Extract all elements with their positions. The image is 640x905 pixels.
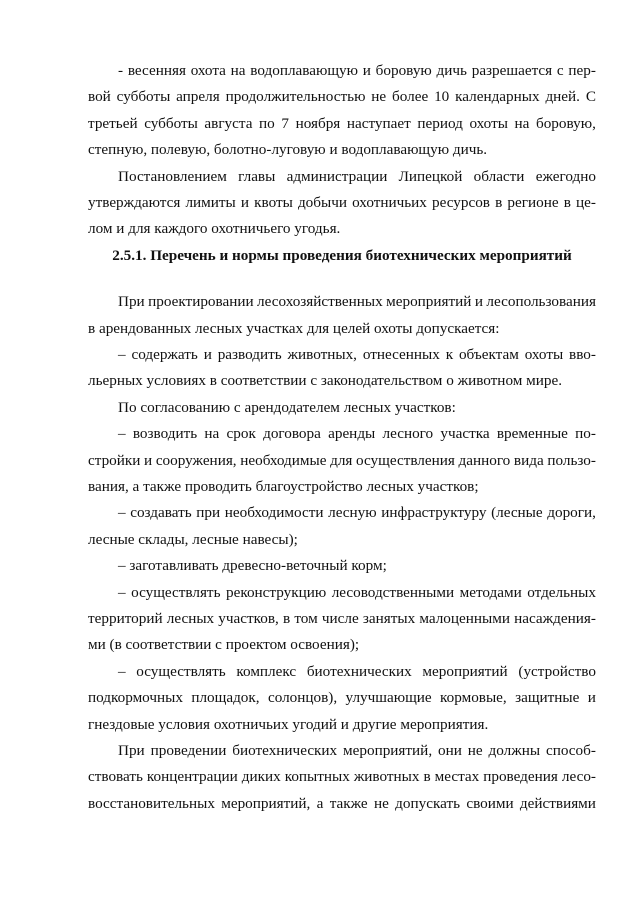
word: копытных: [284, 768, 350, 786]
word: на: [230, 62, 246, 79]
word: главы: [238, 167, 276, 185]
word: объектам: [458, 346, 519, 363]
word: При: [118, 742, 145, 759]
word: насаждения-: [514, 610, 596, 627]
line-text: По согласованию с арендодателем лесных участков:: [118, 398, 456, 416]
word: допускать: [395, 794, 461, 812]
word: в: [283, 610, 291, 627]
word: концентрации: [146, 768, 238, 786]
word: мероприятий: [422, 662, 508, 680]
word: и: [240, 194, 249, 211]
word: договора: [263, 425, 321, 443]
word: аренды: [328, 425, 376, 443]
word: малоценными: [419, 610, 510, 627]
text-line: [88, 764, 596, 790]
text-line: [118, 553, 596, 579]
text-line: [88, 712, 596, 738]
word: -: [118, 62, 124, 79]
word: создавать: [130, 504, 192, 522]
word: мероприятий,: [221, 794, 311, 812]
word: инфраструктуру: [381, 504, 487, 522]
word: и: [474, 293, 483, 311]
word: территорий: [88, 610, 163, 627]
text-line: [88, 216, 596, 242]
line-text: гнездовые условия охотничьих угодий и другие мероприятия.: [88, 715, 489, 733]
word: лесную: [328, 504, 377, 522]
word: по: [259, 114, 275, 132]
word: а: [316, 794, 324, 812]
word: местах: [434, 768, 480, 786]
line-text: лом и для каждого охотничьего угодья.: [88, 220, 341, 238]
word: продолжительностью: [225, 88, 366, 106]
word: биотехнических: [306, 662, 412, 680]
word: числе: [321, 610, 359, 627]
word: срок: [226, 425, 256, 443]
word: диких: [241, 768, 281, 786]
text-line: [118, 659, 596, 685]
word: лесо-: [561, 768, 596, 786]
word: боровую: [375, 62, 432, 79]
word: ноября: [295, 114, 341, 132]
word: кормовые,: [440, 689, 507, 707]
word: апреля: [176, 88, 220, 106]
word: сооружения,: [155, 451, 237, 469]
word: осуществлять: [136, 662, 226, 680]
word: лимиты: [185, 194, 236, 211]
word: способ-: [545, 742, 596, 759]
line-text: в арендованных лесных участках для целей охоты допускается:: [88, 319, 500, 337]
line-text: лесные склады, лесные навесы);: [88, 530, 298, 548]
word: улучшающие: [345, 689, 432, 707]
word: действиями: [519, 794, 596, 812]
text-line: [88, 685, 596, 711]
word: реконструкцию: [226, 583, 327, 601]
word: солонцов),: [267, 689, 338, 707]
text-line: [88, 527, 596, 553]
word: добычи: [297, 194, 347, 211]
word: С: [585, 88, 596, 106]
word: при: [196, 504, 221, 522]
word: своими: [466, 794, 514, 812]
word: данного: [458, 451, 511, 469]
text-line: [118, 738, 596, 764]
word: вида: [513, 451, 544, 469]
word: дичь: [436, 62, 467, 79]
text-line: [118, 421, 596, 447]
word: и: [203, 346, 212, 363]
text-line: [88, 137, 596, 163]
word: августа: [204, 114, 253, 132]
word: лесопользования: [486, 293, 596, 311]
word: ежегодно: [535, 167, 596, 185]
text-line: [118, 500, 596, 526]
word: –: [118, 662, 126, 680]
text-line: [88, 448, 596, 474]
word: охота: [190, 62, 226, 79]
word: необходимые: [240, 451, 327, 469]
line-text: вания, а также проводить благоустройство лесных участков;: [88, 478, 479, 495]
word: по-: [575, 425, 596, 443]
word: Липецкой: [398, 167, 463, 185]
text-line: [118, 342, 596, 368]
text-line: [88, 791, 596, 817]
text-line: [118, 395, 596, 421]
word: осуществлять: [131, 583, 221, 601]
word: 7: [281, 114, 289, 132]
word: наступает: [346, 114, 411, 132]
word: Постановлением: [118, 167, 227, 185]
text-line: [88, 111, 596, 137]
word: охоты: [469, 114, 508, 132]
word: календарных: [455, 88, 540, 106]
text-line: [88, 632, 596, 658]
word: области: [473, 167, 525, 185]
word: –: [118, 425, 126, 443]
word: проведении: [150, 742, 227, 759]
text-line: [118, 289, 596, 315]
word: на: [514, 114, 530, 132]
word: в: [495, 194, 503, 211]
word: участка: [440, 425, 490, 443]
word: мероприятий: [386, 293, 472, 311]
word: утверждаются: [88, 194, 181, 211]
text-line: [88, 474, 596, 500]
line-text: степную, полевую, болотно-луговую и водоплавающую дичь.: [88, 141, 488, 159]
word: участков,: [218, 610, 279, 627]
word: проведения: [483, 768, 558, 786]
word: дороги,: [547, 504, 596, 522]
word: биотехнических: [232, 742, 338, 759]
word: в: [563, 194, 571, 211]
word: к: [445, 346, 454, 363]
text-line: [88, 368, 596, 394]
text-line: [118, 58, 596, 84]
word: восстановительных: [88, 794, 215, 812]
word: не: [467, 742, 483, 759]
word: осуществления: [356, 451, 455, 469]
word: площадок,: [191, 689, 260, 707]
word: администрации: [286, 167, 388, 185]
word: подкормочных: [88, 689, 183, 707]
word: ствовать: [88, 768, 143, 786]
word: дней.: [545, 88, 580, 106]
word: боровую,: [535, 114, 596, 132]
word: –: [118, 504, 126, 522]
word: проектировании: [148, 293, 254, 311]
text-line: [88, 84, 596, 110]
word: –: [118, 583, 126, 601]
word: (устройство: [518, 662, 596, 680]
word: лесного: [382, 425, 434, 443]
word: весенняя: [127, 62, 186, 79]
word: охоты: [524, 346, 564, 363]
word: они: [438, 742, 462, 759]
word: для: [330, 451, 353, 469]
word: содержать: [131, 346, 198, 363]
word: необходимости: [224, 504, 324, 522]
word: разрешается: [471, 62, 553, 79]
word: временные: [496, 425, 568, 443]
word: защитные: [515, 689, 580, 707]
text-line: [88, 190, 596, 216]
word: При: [118, 293, 145, 311]
word: мероприятий,: [343, 742, 433, 759]
word: 10: [434, 88, 450, 106]
word: водоплавающую: [250, 62, 358, 79]
word: возводить: [132, 425, 198, 443]
word: ресурсов: [432, 194, 490, 211]
word: пользо-: [547, 451, 596, 469]
word: на: [204, 425, 220, 443]
text-line: [118, 164, 596, 190]
word: лесных: [166, 610, 215, 627]
section-heading: 2.5.1. Перечень и нормы проведения биотехнических мероприятий: [112, 246, 572, 264]
word: субботы: [116, 88, 171, 106]
word: пер-: [568, 62, 596, 79]
word: более: [392, 88, 429, 106]
word: субботы: [144, 114, 198, 132]
word: разводить: [217, 346, 282, 363]
line-text: льерных условиях в соответствии с законодательством о животном мире.: [88, 372, 563, 390]
word: с: [556, 62, 564, 79]
word: животных: [353, 768, 420, 786]
word: также: [329, 794, 368, 812]
line-text: ми (в соответствии с проектом освоения);: [88, 636, 360, 654]
word: –: [118, 346, 126, 363]
word: занятых: [362, 610, 416, 627]
text-line: [88, 316, 596, 342]
word: в: [423, 768, 431, 786]
word: це-: [575, 194, 596, 211]
word: вво-: [569, 346, 596, 363]
word: третьей: [88, 114, 138, 132]
word: том: [294, 610, 318, 627]
word: должны: [488, 742, 541, 759]
word: животных,: [287, 346, 357, 363]
text-line: [118, 580, 596, 606]
word: период: [417, 114, 463, 132]
word: лесоводственными: [331, 583, 455, 601]
word: и: [587, 689, 596, 707]
word: лесохозяйственных: [257, 293, 383, 311]
word: вой: [88, 88, 111, 106]
word: квоты: [254, 194, 293, 211]
word: не: [373, 794, 389, 812]
word: комплекс: [236, 662, 297, 680]
word: стройки: [88, 451, 141, 469]
word: и: [144, 451, 153, 469]
word: методами: [459, 583, 522, 601]
line-text: – заготавливать древесно-веточный корм;: [118, 557, 387, 575]
word: отдельных: [527, 583, 596, 601]
word: охотничьих: [352, 194, 427, 211]
text-line: [88, 606, 596, 632]
word: отнесенных: [362, 346, 440, 363]
word: и: [362, 62, 371, 79]
word: не: [371, 88, 387, 106]
word: регионе: [507, 194, 559, 211]
word: (лесные: [491, 504, 543, 522]
